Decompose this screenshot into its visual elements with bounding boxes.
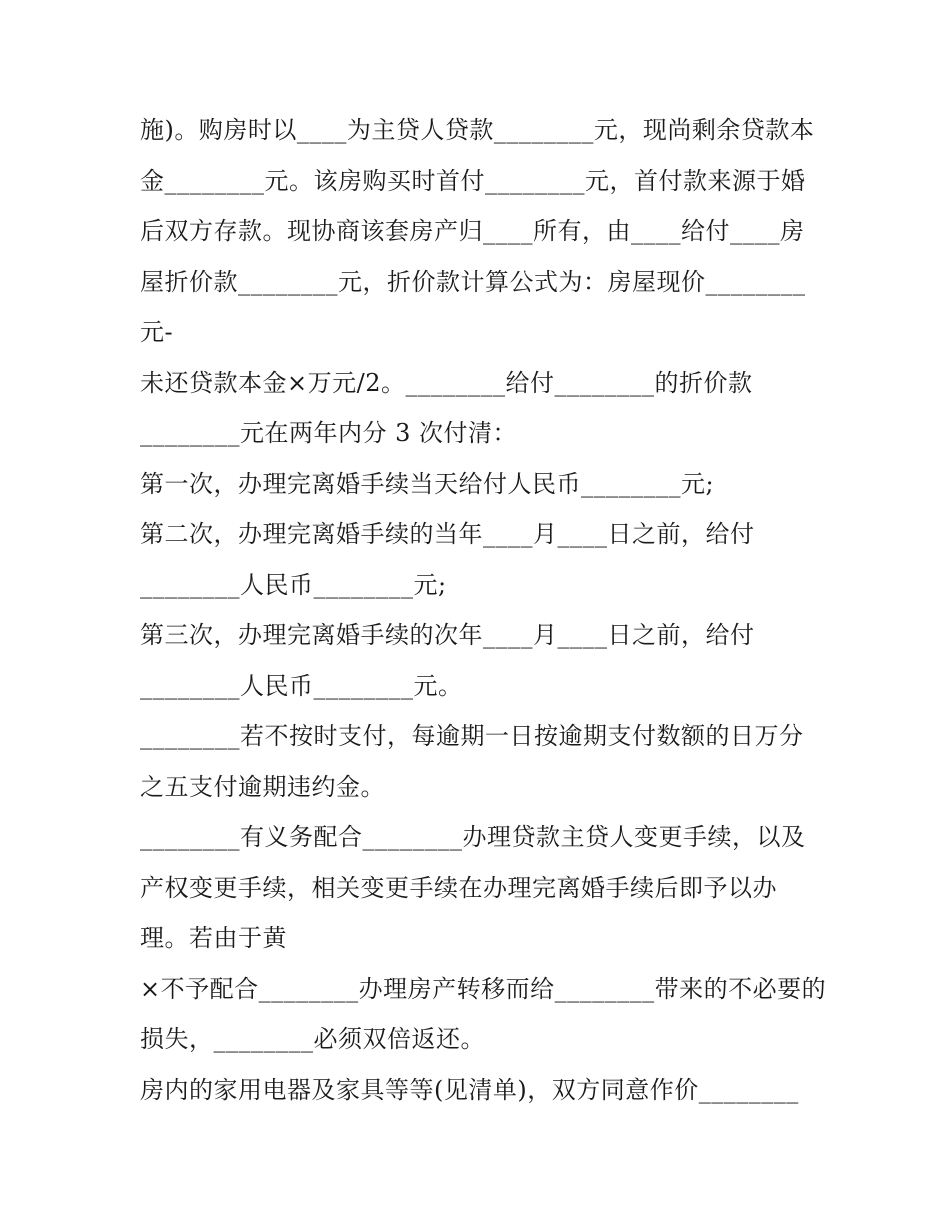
text-line-15: ________有义务配合________办理贷款主贷人变更手续，以及 — [140, 823, 806, 851]
text-line-9: 第二次，办理完离婚手续的当年____月____日之前，给付 — [140, 520, 755, 548]
text-line-12: ________人民币________元。 — [140, 671, 463, 700]
text-line-4: 屋折价款________元，折价款计算公式为：房屋现价________ — [140, 267, 806, 296]
text-line-6: 未还贷款本金×万元/2。________给付________的折价款 — [140, 368, 753, 397]
agreement-text — [140, 105, 830, 1115]
text-line-20: 房内的家用电器及家具等等(见清单)，双方同意作价________ — [140, 1075, 799, 1104]
text-line-3: 后双方存款。现协商该套房产归____所有，由____给付____房 — [140, 217, 805, 245]
text-line-13: ________若不按时支付，每逾期一日按逾期支付数额的日万分 — [140, 722, 804, 750]
text-line-5: 元- — [140, 318, 174, 346]
text-line-14: 之五支付逾期违约金。 — [140, 772, 385, 801]
text-line-11: 第三次，办理完离婚手续的次年____月____日之前，给付 — [140, 621, 755, 649]
text-line-2: 金________元。该房购买时首付________元，首付款来源于婚 — [140, 166, 806, 195]
text-line-18: ×不予配合________办理房产转移而给________带来的不必要的 — [140, 974, 827, 1003]
text-line-1: 施)。购房时以____为主贷人贷款________元，现尚剩余贷款本 — [140, 116, 815, 144]
text-line-16: 产权变更手续，相关变更手续在办理完离婚手续后即予以办 — [140, 873, 777, 902]
text-line-7: ________元在两年内分 3 次付清： — [140, 419, 518, 447]
text-line-19: 损失，________必须双倍返还。 — [140, 1025, 485, 1053]
text-line-17: 理。若由于黄 — [140, 924, 287, 952]
text-line-8: 第一次，办理完离婚手续当天给付人民币________元; — [140, 469, 715, 498]
text-line-10: ________人民币________元; — [140, 570, 447, 599]
